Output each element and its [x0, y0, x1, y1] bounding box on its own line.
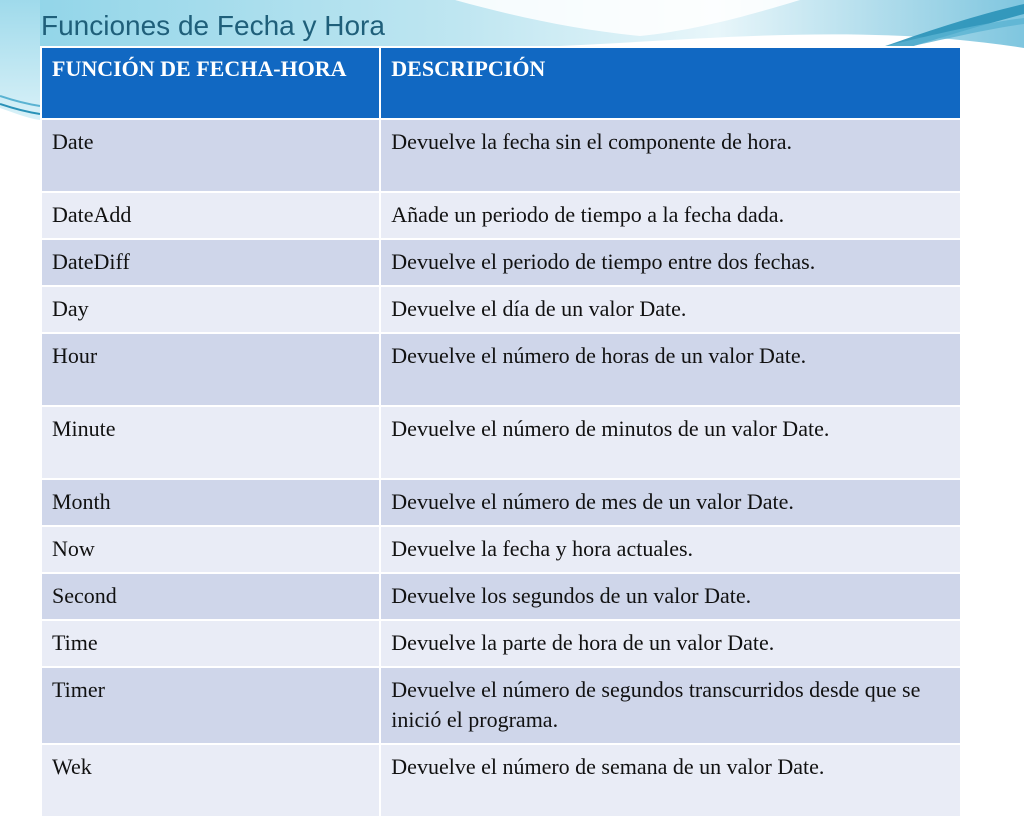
header-description: DESCRIPCIÓN: [380, 47, 961, 119]
description-cell: Devuelve los segundos de un valor Date.: [380, 573, 961, 620]
function-cell: Minute: [41, 406, 380, 479]
header-function: FUNCIÓN DE FECHA-HORA: [41, 47, 380, 119]
description-cell: Devuelve el periodo de tiempo entre dos fechas.: [380, 239, 961, 286]
function-cell: Time: [41, 620, 380, 667]
table-row: [41, 667, 961, 744]
table-row: [41, 479, 961, 526]
function-cell: Second: [41, 573, 380, 620]
table-row: [41, 119, 961, 192]
date-time-functions-table: [40, 46, 962, 818]
function-cell: Day: [41, 286, 380, 333]
table-row: [41, 406, 961, 479]
function-cell: DateDiff: [41, 239, 380, 286]
table-row: [41, 573, 961, 620]
description-cell: Devuelve el número de minutos de un valor Date.: [380, 406, 961, 479]
description-cell: Devuelve el número de semana de un valor Date.: [380, 744, 961, 817]
description-cell: Devuelve el número de segundos transcurridos desde que se inició el programa.: [380, 667, 961, 744]
description-cell: Añade un periodo de tiempo a la fecha dada.: [380, 192, 961, 239]
description-cell: Devuelve el número de horas de un valor Date.: [380, 333, 961, 406]
description-cell: Devuelve la parte de hora de un valor Date.: [380, 620, 961, 667]
table-row: [41, 333, 961, 406]
table-row: [41, 239, 961, 286]
slide-title: Funciones de Fecha y Hora: [41, 10, 385, 41]
table-row: [41, 286, 961, 333]
function-cell: Date: [41, 119, 380, 192]
table-row: [41, 744, 961, 817]
table-header-row: [41, 47, 961, 119]
function-cell: DateAdd: [41, 192, 380, 239]
function-cell: Now: [41, 526, 380, 573]
table-row: [41, 192, 961, 239]
description-cell: Devuelve la fecha sin el componente de hora.: [380, 119, 961, 192]
function-cell: Month: [41, 479, 380, 526]
table-row: [41, 526, 961, 573]
description-cell: Devuelve la fecha y hora actuales.: [380, 526, 961, 573]
function-cell: Hour: [41, 333, 380, 406]
function-cell: Timer: [41, 667, 380, 744]
table-row: [41, 620, 961, 667]
description-cell: Devuelve el día de un valor Date.: [380, 286, 961, 333]
description-cell: Devuelve el número de mes de un valor Date.: [380, 479, 961, 526]
function-cell: Wek: [41, 744, 380, 817]
